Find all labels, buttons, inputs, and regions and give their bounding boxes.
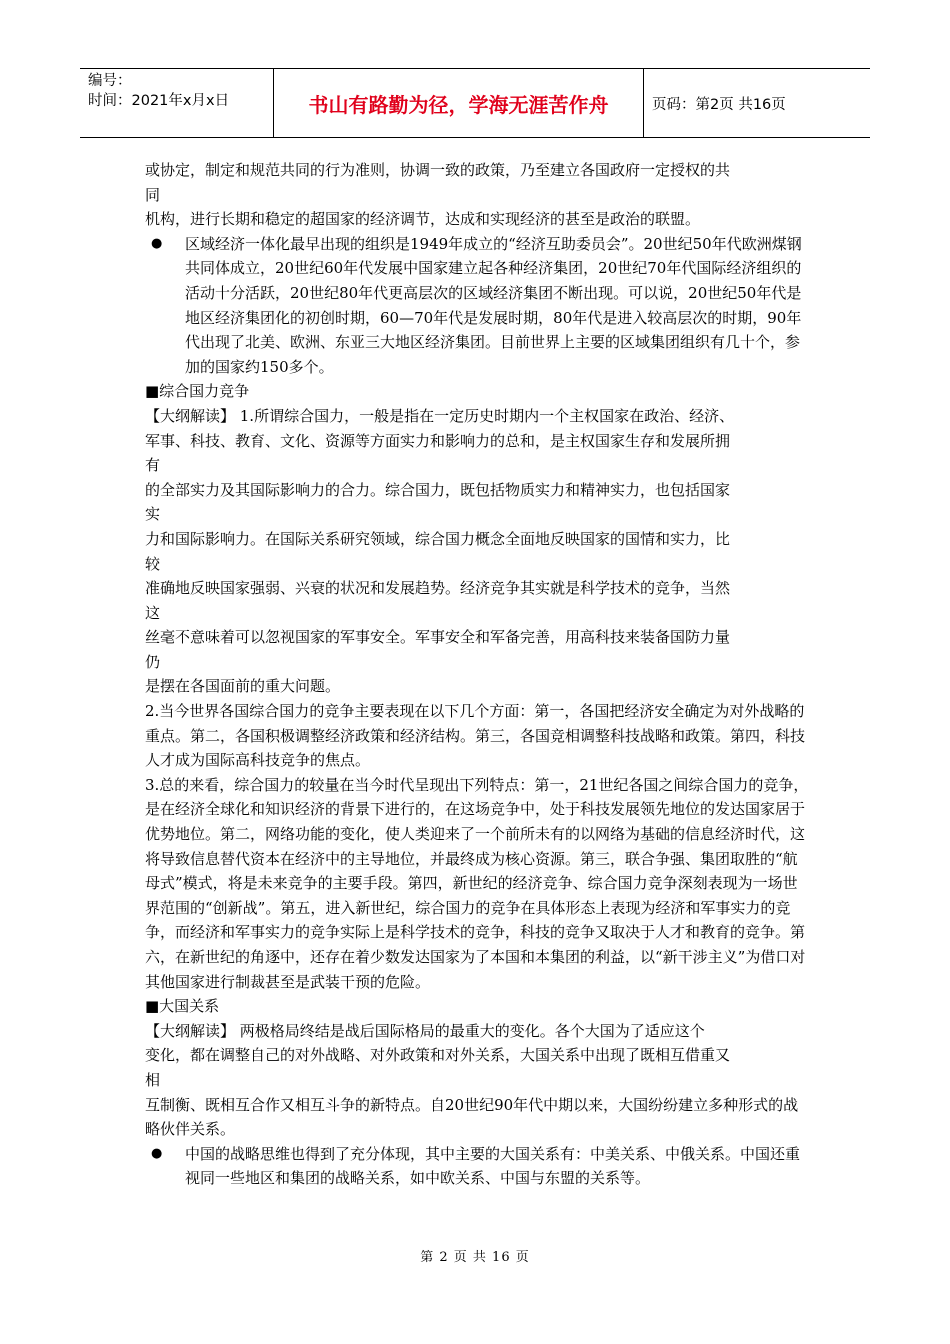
bullet-item (145, 1142, 810, 1191)
text-line: 的全部实力及其国际影响力的合力。综合国力，既包括物质实力和精神实力，也包括国家 (145, 480, 731, 499)
paragraph: 3.总的来看，综合国力的较量在当今时代呈现出下列特点：第一，21世纪各国之间综合国力的竞争，是在经济全球化和知识经济的背景下进行的，在这场竞争中，处于科技发展领先地位的发达国家居于优势地位。第二，网络功能的变化，使人类迎来了一个前所未有的以网络为基础的信息经济时代，这将导致信息替代资本在经济中的主导地位，并最终成为核心资源。第三，联合争强、集团取胜的“航母式”模式，将是未来竞争的主要手段。第四，新世纪的经济竞争、综合国力竞争深刻表现为一场世界范围的“创新战”。第五，进入新世纪，综合国力的竞争在具体形态上表现为经济和军事实力的竞争，而经济和军事实力的竞争实际上是科学技术的竞争，科技的竞争又取决于人才和教育的竞争。第六，在新世纪的角逐中，还存在着少数发达国家为了本国和本集团的利益，以“新干涉主义”为借口对其他国家进行制裁甚至是武装干预的危险。 (145, 775, 809, 991)
paragraph: 互制衡、既相互合作又相互斗争的新特点。自20世纪90年代中期以来，大国纷纷建立多种形式的战略伙伴关系。 (145, 1095, 799, 1139)
section-heading: ■综合国力竞争 (145, 382, 250, 401)
header-motto: 书山有路勤为径，学海无涯苦作舟 (274, 69, 644, 137)
text-line: 有 (145, 456, 161, 475)
document-body (145, 158, 810, 1191)
text-line: 军事、科技、教育、文化、资源等方面实力和影响力的总和，是主权国家生存和发展所拥 (145, 431, 731, 450)
text-line: 或协定，制定和规范共同的行为准则，协调一致的政策，乃至建立各国政府一定授权的共 (145, 161, 731, 179)
text-line: 丝毫不意味着可以忽视国家的军事安全。军事安全和军备完善，用高科技来装备国防力量 (145, 628, 731, 647)
paragraph: 2.当今世界各国综合国力的竞争主要表现在以下几个方面：第一，各国把经济安全确定为对外战略的重点。第二，各国积极调整经济政策和经济结构。第三，各国竞相调整科技战略和政策。第四，科技人才成为国际高科技竞争的焦点。 (145, 702, 806, 770)
text-line: 【大纲解读】 1.所谓综合国力，一般是指在一定历史时期内一个主权国家在政治、经济、 (145, 406, 735, 425)
page-header (80, 68, 870, 138)
text-line: 变化，都在调整自己的对外战略、对外政策和对外关系，大国关系中出现了既相互借重又 (145, 1046, 731, 1065)
doc-number-label: 编号： (88, 73, 132, 89)
text-line: 较 (145, 554, 161, 573)
bullet-dot-icon: ● (151, 1145, 163, 1161)
text-line: 这 (145, 603, 161, 622)
text-line: 相 (145, 1070, 161, 1089)
text-line: 力和国际影响力。在国际关系研究领域，综合国力概念全面地反映国家的国情和实力，比 (145, 529, 731, 548)
doc-date: 时间：2021年x月x日 (88, 93, 230, 109)
bullet-dot-icon: ● (151, 235, 163, 251)
text-line: 仍 (145, 652, 161, 671)
page-footer: 第 2 页 共 16 页 (420, 1250, 530, 1265)
section-heading: ■大国关系 (145, 997, 220, 1016)
bullet-text: 中国的战略思维也得到了充分体现，其中主要的大国关系有：中美关系、中俄关系。中国还重视同一些地区和集团的战略关系，如中欧关系、中国与东盟的关系等。 (185, 1144, 801, 1188)
bullet-text: 区域经济一体化最早出现的组织是1949年成立的“经济互助委员会”。20世纪50年代欧洲煤钢共同体成立，20世纪60年代发展中国家建立起各种经济集团，20世纪70年代国际经济组织的活动十分活跃，20世纪80年代更高层次的区域经济集团不断出现。可以说，20世纪50年代是地区经济集团化的初创时期，60—70年代是发展时期，80年代是进入较高层次的时期，90年代出现了北美、欧洲、东亚三大地区经济集团。目前世界上主要的区域集团组织有几十个，参加的国家约150多个。 (185, 234, 802, 376)
text-line: 同 (145, 185, 161, 204)
header-page-info: 页码：第2页 共16页 (652, 96, 786, 113)
header-meta (80, 69, 274, 137)
bullet-item (145, 232, 810, 380)
text-line: 机构，进行长期和稳定的超国家的经济调节，达成和实现经济的甚至是政治的联盟。 (145, 210, 701, 229)
text-line: 实 (145, 505, 161, 524)
text-line: 是摆在各国面前的重大问题。 (145, 677, 341, 696)
text-line: 【大纲解读】 两极格局终结是战后国际格局的最重大的变化。各个大国为了适应这个 (145, 1021, 705, 1040)
text-line: 准确地反映国家强弱、兴衰的状况和发展趋势。经济竞争其实就是科学技术的竞争，当然 (145, 579, 731, 598)
